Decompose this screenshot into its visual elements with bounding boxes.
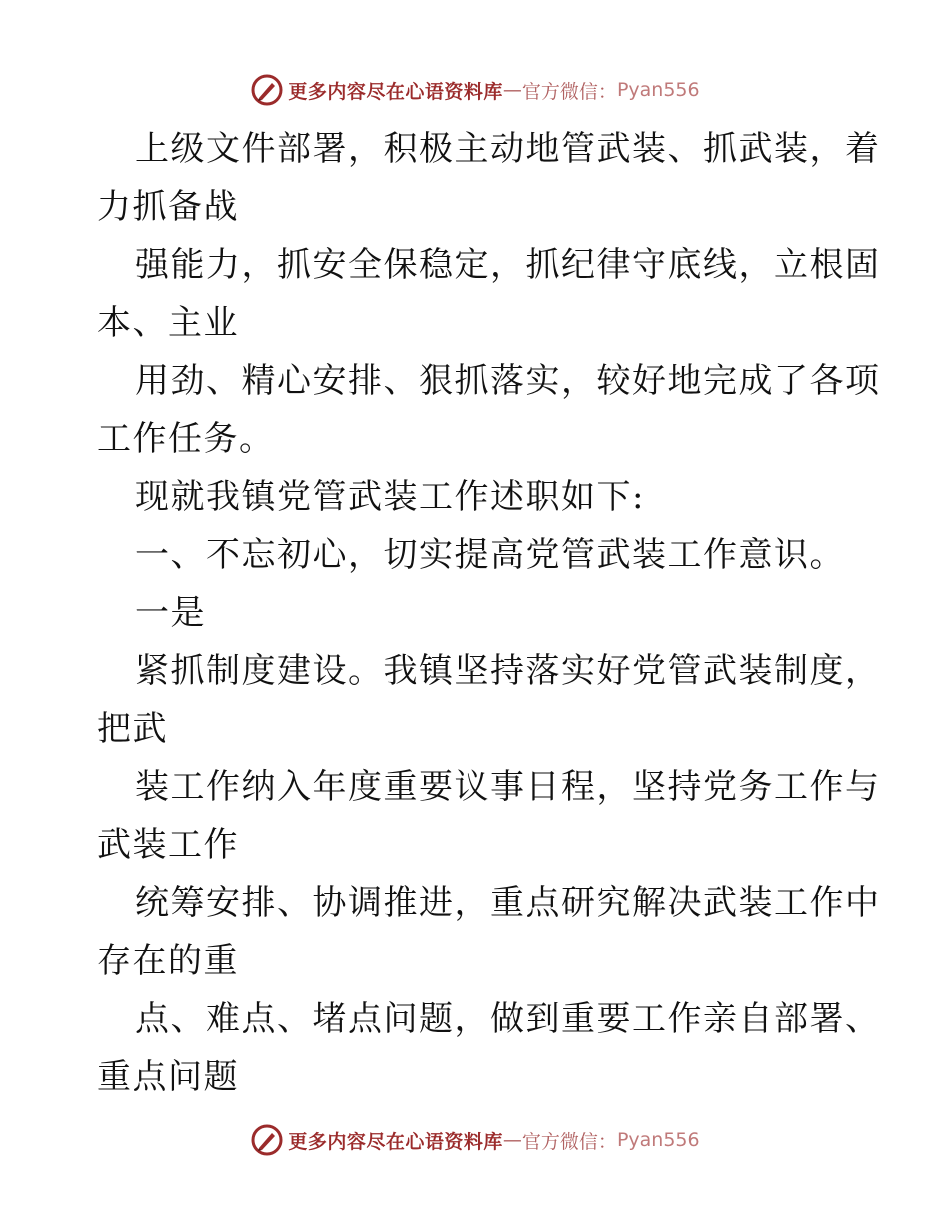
header-banner	[0, 70, 950, 110]
banner-separator: —	[502, 79, 522, 101]
banner-wechat-id: Pyan556	[616, 79, 700, 101]
body-line: 统筹安排、协调推进，重点研究解决武装工作中	[135, 883, 881, 923]
body-line: 武装工作	[97, 825, 239, 865]
footer-banner	[0, 1120, 950, 1160]
body-line: 力抓备战	[97, 187, 239, 227]
banner-separator: —	[502, 1129, 522, 1151]
pen-circle-logo-icon	[250, 1123, 284, 1157]
banner-wechat-id: Pyan556	[616, 1129, 700, 1151]
body-line: 工作任务。	[97, 419, 275, 459]
body-line: 现就我镇党管武装工作述职如下:	[135, 477, 645, 517]
body-line: 重点问题	[97, 1057, 239, 1097]
body-line: 一是	[135, 593, 206, 633]
body-line: 强能力，抓安全保稳定，抓纪律守底线，立根固	[135, 245, 881, 285]
pen-circle-logo-icon	[250, 73, 284, 107]
body-line: 装工作纳入年度重要议事日程，坚持党务工作与	[135, 767, 881, 807]
body-line: 存在的重	[97, 941, 239, 981]
body-line: 上级文件部署，积极主动地管武装、抓武装，着	[135, 129, 881, 169]
banner-slogan: 更多内容尽在心语资料库	[288, 1130, 503, 1153]
banner-wechat-label: 官方微信：	[521, 1130, 617, 1153]
body-line: 用劲、精心安排、狠抓落实，较好地完成了各项	[135, 361, 881, 401]
body-line: 点、难点、堵点问题，做到重要工作亲自部署、	[135, 999, 881, 1039]
banner-slogan: 更多内容尽在心语资料库	[288, 80, 503, 103]
body-line: 本、主业	[97, 303, 239, 343]
banner-wechat-label: 官方微信：	[521, 80, 617, 103]
document-body	[97, 120, 881, 1106]
body-line: 一、不忘初心，切实提高党管武装工作意识。	[135, 535, 845, 575]
body-line: 把武	[97, 709, 168, 749]
body-line: 紧抓制度建设。我镇坚持落实好党管武装制度，	[135, 651, 881, 691]
